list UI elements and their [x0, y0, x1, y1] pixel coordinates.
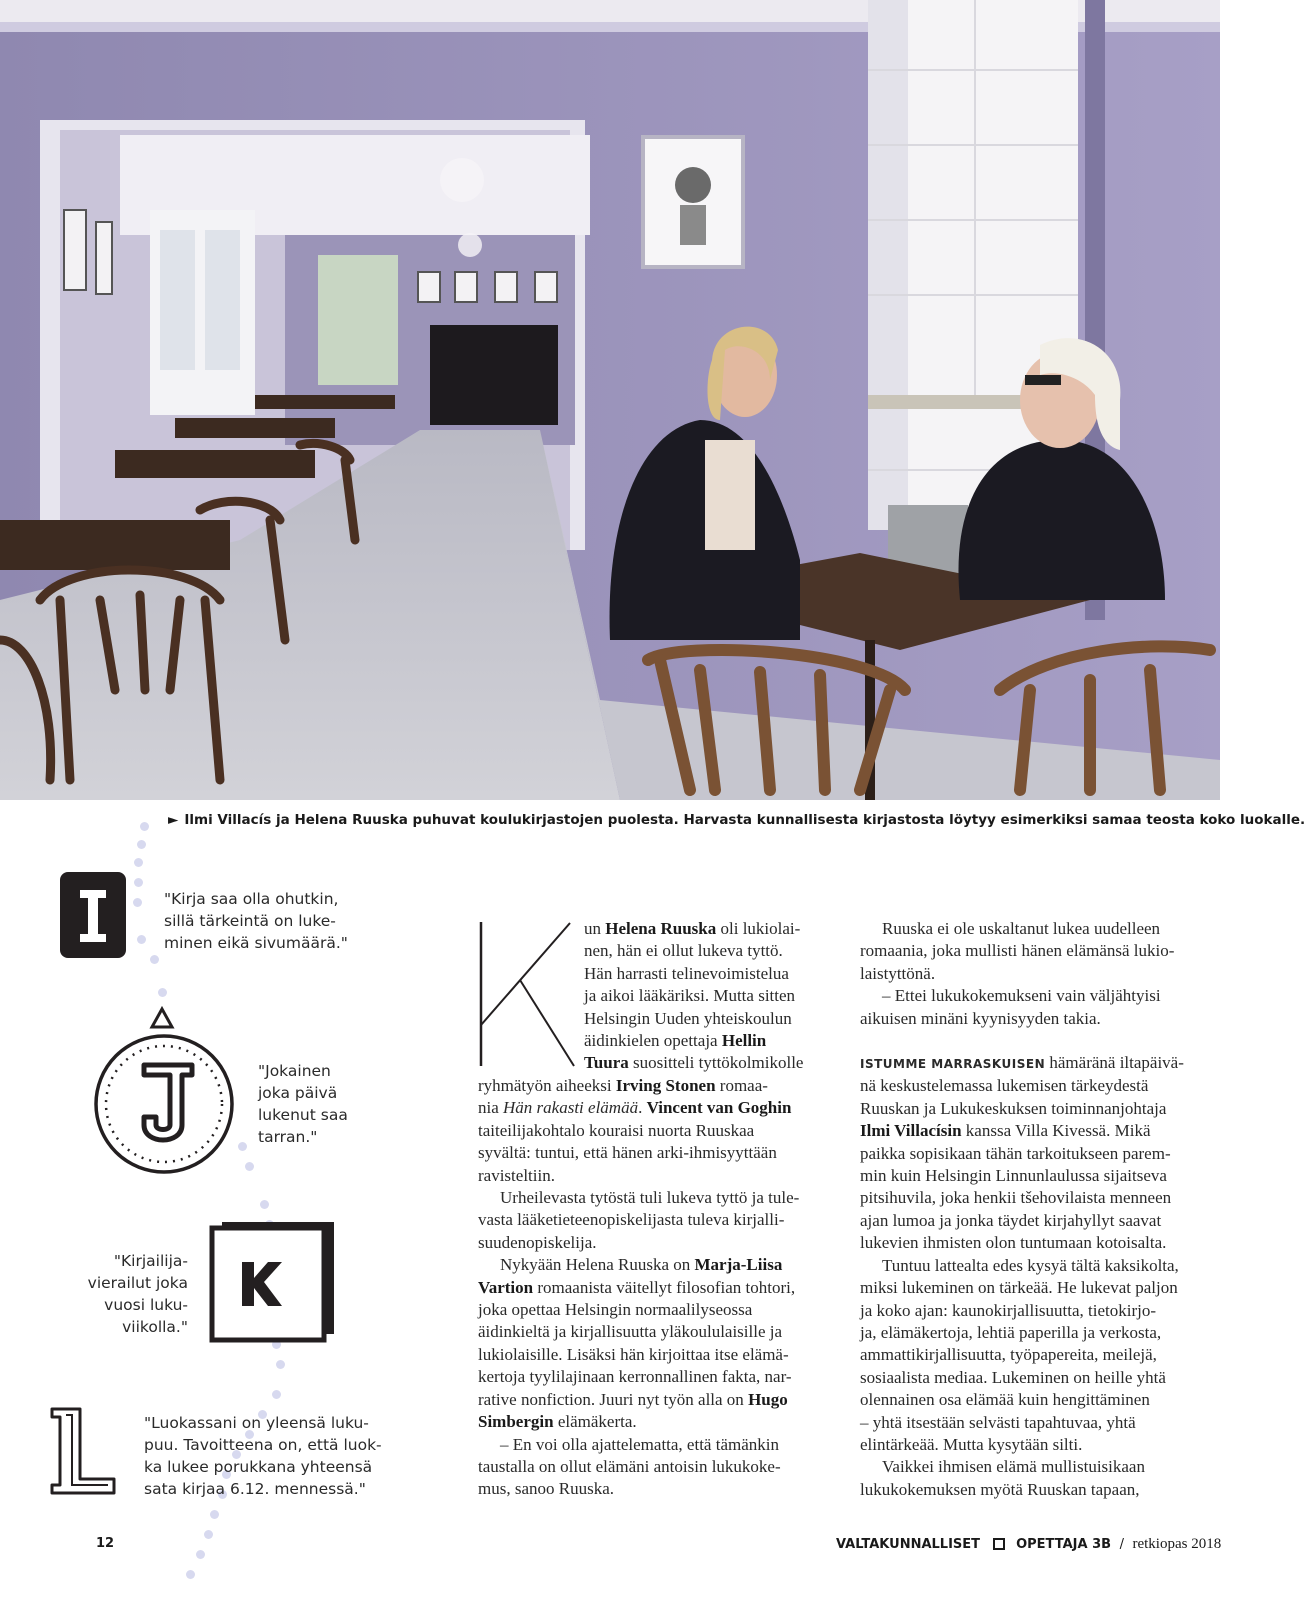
text-line — [860, 1456, 1220, 1478]
text-run: un — [584, 919, 606, 938]
text-line — [584, 1052, 829, 1074]
text-line — [860, 1367, 1220, 1389]
text-line — [584, 1030, 829, 1052]
text-run: ravisteltiin. — [478, 1165, 555, 1185]
text-run: Hän harrasti telinevoimistelua — [584, 963, 789, 983]
text-run: ja koko ajan: kaunokirjallisuutta, tietokirjo- — [860, 1300, 1157, 1320]
bold-name: Vartion — [478, 1277, 534, 1297]
text-line — [860, 1120, 1220, 1142]
text-run: – yhtä itsestään selvästi tapahtuvaa, yhtä — [860, 1412, 1136, 1432]
quote-line: "Kirjailija- — [113, 1252, 188, 1270]
text-run: hämäränä iltapäivä- — [1045, 1053, 1184, 1073]
text-run: ryhmätyön aiheeksi — [478, 1076, 616, 1095]
text-run: taiteilijakohtalo kouraisi nuorta Ruuskaa — [478, 1120, 755, 1140]
text-line — [478, 1254, 830, 1276]
drop-cap-letter: K — [478, 920, 479, 921]
photo-caption — [168, 812, 1306, 828]
text-run: paikka sopisikaan tähän tarkoitukseen parem- — [860, 1143, 1171, 1163]
text-line — [860, 1412, 1220, 1434]
text-run: suositteli tyttökolmikolle — [628, 1053, 804, 1073]
letter-k-box-icon — [208, 1218, 338, 1348]
text-run: Tuntuu lattealta edes kysyä tältä kaksikolta, — [882, 1255, 1179, 1275]
text-line — [478, 1299, 830, 1321]
text-run: ja aikoi lääkäriksi. Mutta sitten — [584, 986, 796, 1006]
article-column-1 — [478, 1075, 830, 1501]
text-line — [478, 1389, 830, 1411]
text-run: romaania, joka mullisti hänen elämänsä lukio- — [860, 941, 1175, 961]
text-line — [860, 1479, 1220, 1501]
text-line — [584, 963, 829, 985]
text-line — [860, 1075, 1220, 1097]
sidebar-quote-l — [144, 1412, 394, 1500]
text-run: . — [638, 1098, 647, 1118]
text-run: Nykyään Helena Ruuska on — [500, 1255, 695, 1275]
footer-slash: / — [1119, 1537, 1124, 1552]
text-line — [860, 1210, 1220, 1232]
sidebar-quote-j — [258, 1060, 378, 1148]
text-line — [478, 1366, 830, 1388]
text-run: syvältä: tuntui, että hänen arki-ihmisyyttään — [478, 1143, 777, 1163]
quote-line: joka päivä — [258, 1084, 338, 1102]
text-run: pitsihuvila, joka henkii tšehovilaista menneen — [860, 1188, 1172, 1208]
text-run: kertoja tyylilajinaan kerronnallinen fakta, nar- — [478, 1367, 792, 1387]
text-line — [478, 1321, 830, 1343]
text-line — [860, 1344, 1220, 1366]
text-run: lukevien ihmisten olon tuntumaan kotoisalta. — [860, 1233, 1167, 1253]
text-line — [860, 1098, 1220, 1120]
quote-line: puu. Tavoitteena on, että luok- — [144, 1436, 382, 1454]
quote-line: "Luokassani on yleensä luku- — [144, 1414, 369, 1432]
text-run: elintärkeää. Mutta kysytään silti. — [860, 1434, 1083, 1454]
text-line — [584, 985, 829, 1007]
text-line — [478, 1142, 830, 1164]
footer-magazine: OPETTAJA 3B — [1016, 1537, 1112, 1552]
bold-name: Ilmi Villacísin — [860, 1121, 962, 1141]
text-run: vasta lääketieteenopiskelijasta tuleva kirjalli- — [478, 1210, 785, 1230]
text-run: lukukokemuksen myötä Ruuskan tapaan, — [860, 1479, 1140, 1499]
text-run: – Ettei lukukokemukseni vain väljähtyisi — [882, 986, 1161, 1006]
quote-line: viikolla." — [122, 1318, 188, 1336]
text-run: aikuisen minäni kyynisyyden takia. — [860, 1008, 1101, 1028]
bold-name: Simbergin — [478, 1412, 554, 1432]
footer-issue: retkiopas 2018 — [1132, 1536, 1222, 1552]
text-run: Ruuskan ja Lukukeskuksen toiminnanjohtaja — [860, 1098, 1167, 1118]
bold-name: Tuura — [584, 1053, 629, 1073]
letter-i-block-icon — [58, 870, 130, 962]
quote-line: ka lukee porukkana yhteensä — [144, 1458, 373, 1476]
text-run: Helsingin Uuden yhteiskoulun — [584, 1008, 792, 1028]
article-column-1-drop — [584, 918, 829, 1075]
text-line — [860, 1030, 1220, 1052]
cafe-interview-photo — [0, 0, 1220, 800]
text-line — [860, 1434, 1220, 1456]
text-run: nia — [478, 1098, 504, 1118]
drop-cap-k — [478, 920, 576, 1068]
text-line — [860, 940, 1220, 962]
text-line — [860, 1165, 1220, 1187]
text-line — [478, 1434, 830, 1456]
text-run: elämäkerta. — [553, 1412, 637, 1432]
text-line — [478, 1456, 830, 1478]
text-line — [860, 963, 1220, 985]
bold-name: Helena Ruuska — [605, 919, 717, 938]
text-line — [860, 985, 1220, 1007]
text-run: nä keskustelemassa lukemisen tärkeydestä — [860, 1076, 1149, 1096]
bold-name: Irving Stonen — [615, 1076, 716, 1095]
article-column-2 — [860, 918, 1220, 1501]
text-line — [860, 1322, 1220, 1344]
bold-name: Vincent van Goghin — [646, 1098, 792, 1118]
text-run: – En voi olla ajattelematta, että tämänkin — [500, 1434, 779, 1454]
text-run: olennainen osa elämää kuin hengittäminen — [860, 1390, 1150, 1410]
text-line — [860, 1389, 1220, 1411]
quote-line: lukenut saa — [258, 1106, 348, 1124]
caption-arrow-icon: ► — [168, 812, 179, 828]
page-number: 12 — [96, 1536, 115, 1551]
text-line — [478, 1344, 830, 1366]
text-line — [478, 1277, 830, 1299]
quote-line: "Jokainen — [258, 1062, 331, 1080]
bold-name: Marja-Liisa — [694, 1255, 783, 1275]
article-photo — [0, 0, 1220, 800]
text-run: romaa- — [715, 1076, 768, 1095]
letter-l-outline-icon — [48, 1405, 120, 1497]
text-line — [860, 1052, 1220, 1075]
text-run: miksi lukeminen on tärkeää. He lukevat paljon — [860, 1278, 1178, 1298]
text-run: laistyttönä. — [860, 963, 936, 983]
quote-line: tarran." — [258, 1128, 318, 1146]
text-line — [478, 1120, 830, 1142]
caption-text: Ilmi Villacís ja Helena Ruuska puhuvat koulukirjastojen puolesta. Harvasta kunnallisesta kirjastosta löytyy esimerkiksi samaa teosta koko luokalle. — [184, 812, 1306, 828]
sidebar-quote-i — [164, 888, 364, 954]
text-run: lukiolaisille. Lisäksi hän kirjoittaa itse elämä- — [478, 1344, 789, 1364]
text-line — [478, 1165, 830, 1187]
text-run: kanssa Villa Kivessä. Mikä — [961, 1121, 1151, 1141]
quote-line: sata kirjaa 6.12. mennessä." — [144, 1480, 366, 1498]
text-run: Urheilevasta tytöstä tuli lukeva tyttö ja tule- — [500, 1188, 800, 1208]
footer-publication: VALTAKUNNALLISET — [836, 1537, 981, 1552]
text-line — [478, 1478, 830, 1500]
bold-name: Hellin — [721, 1031, 767, 1051]
text-run: sosiaalista mediaa. Lukeminen on heille yhtä — [860, 1367, 1166, 1387]
text-line — [478, 1209, 830, 1231]
text-line — [860, 1143, 1220, 1165]
text-run: rative nonfiction. Juuri nyt työn alla on — [478, 1389, 749, 1409]
text-line — [584, 918, 829, 940]
text-line — [584, 940, 829, 962]
footer-square-icon — [993, 1538, 1005, 1550]
text-line — [860, 1187, 1220, 1209]
text-line — [860, 1300, 1220, 1322]
text-line — [478, 1411, 830, 1433]
text-line — [478, 1187, 830, 1209]
footer-publication-line — [836, 1536, 1221, 1553]
text-run: romaanista väitellyt filosofian tohtori, — [533, 1277, 796, 1297]
quote-line: vierailut joka — [87, 1274, 188, 1292]
quote-line: "Kirja saa olla ohutkin, — [164, 890, 339, 908]
text-run: mus, sanoo Ruuska. — [478, 1479, 614, 1499]
text-run: Ruuska ei ole uskaltanut lukea uudelleen — [882, 919, 1161, 938]
text-line — [860, 918, 1220, 940]
text-run: suudenopiskelija. — [478, 1232, 597, 1252]
letter-j-tag-icon — [92, 1005, 242, 1183]
text-line — [860, 1008, 1220, 1030]
text-run: nen, hän ei ollut lukeva tyttö. — [584, 941, 783, 961]
text-run: äidinkieltä ja kirjallisuutta yläkoululaisille ja — [478, 1322, 783, 1342]
text-line — [860, 1232, 1220, 1254]
text-line — [860, 1255, 1220, 1277]
quote-line: minen eikä sivumäärä." — [164, 934, 348, 952]
text-line — [478, 1097, 830, 1119]
text-run: Vaikkei ihmisen elämä mullistuisikaan — [882, 1457, 1145, 1477]
text-run: ammattikirjallisuutta, työpapereita, meilejä, — [860, 1345, 1157, 1365]
text-line — [860, 1277, 1220, 1299]
text-line — [478, 1232, 830, 1254]
text-run: ajan lumoa ja jonka täydet kirjahyllyt saavat — [860, 1210, 1162, 1230]
text-line — [478, 1075, 830, 1097]
text-line — [584, 1008, 829, 1030]
text-run: min kuin Helsingin Linnunlaulussa sijaitseva — [860, 1166, 1167, 1186]
text-run: ja, elämäkertoja, lehtiä paperilla ja verkosta, — [860, 1322, 1162, 1342]
section-lead-in: ISTUMME MARRASKUISEN — [860, 1057, 1046, 1072]
quote-line: vuosi luku- — [104, 1296, 188, 1314]
text-run: oli lukiolai- — [716, 919, 801, 938]
text-run: äidinkielen opettaja — [584, 1031, 722, 1051]
text-run: taustalla on ollut elämäni antoisin lukukoke- — [478, 1456, 781, 1476]
sidebar-quote-k — [60, 1250, 188, 1338]
text-run: joka opettaa Helsingin normaalilyseossa — [478, 1300, 753, 1320]
italic-title: Hän rakasti elämää — [503, 1098, 639, 1118]
bold-name: Hugo — [748, 1389, 788, 1409]
quote-line: sillä tärkeintä on luke- — [164, 912, 336, 930]
